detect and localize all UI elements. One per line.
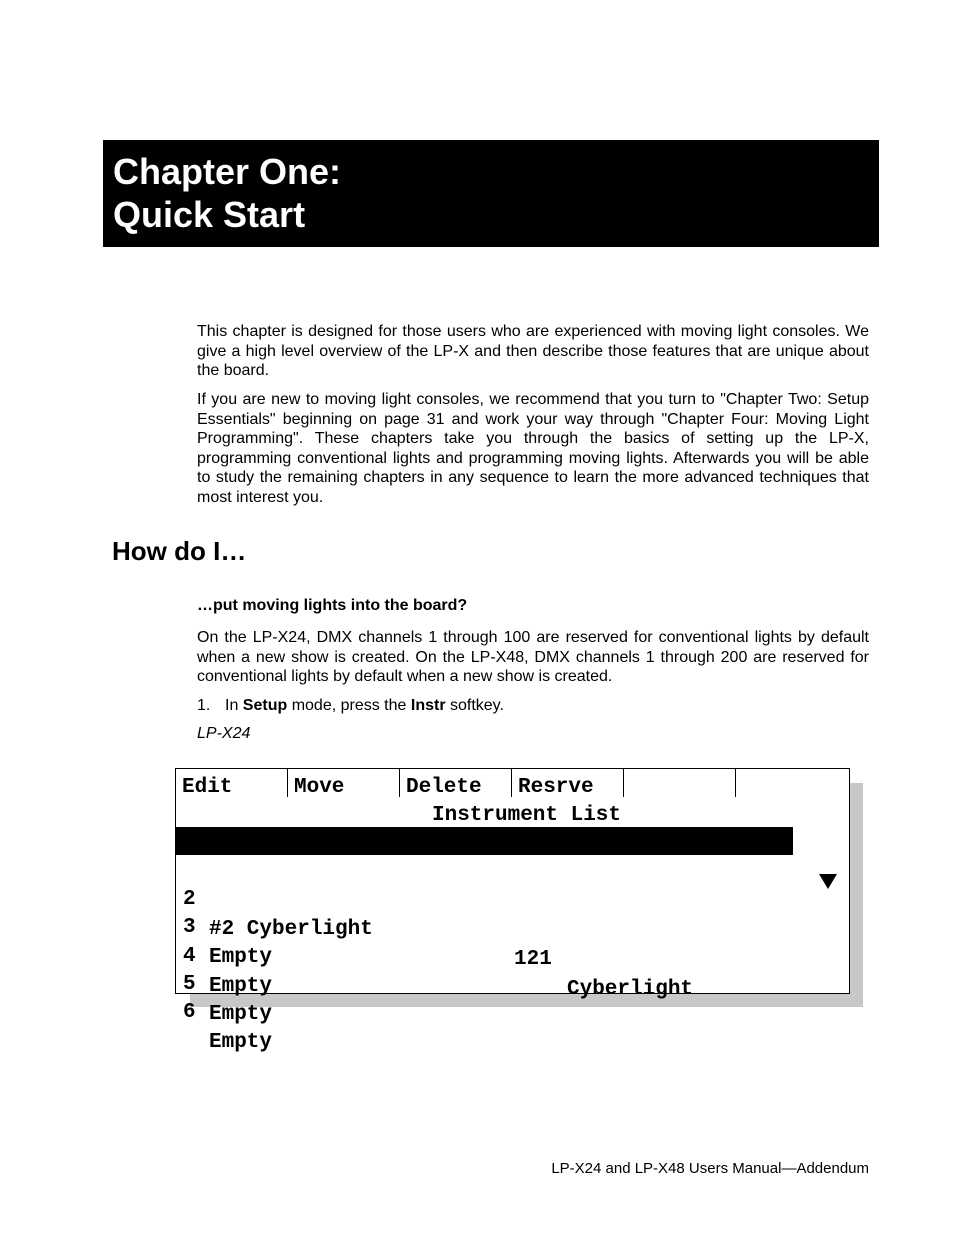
row-name: Empty [209,946,273,969]
page-footer: LP-X24 and LP-X48 Users Manual—Addendum [551,1160,869,1177]
softkey-move[interactable]: Move [288,769,400,797]
row-name: Empty [209,1031,273,1054]
softkey-delete[interactable]: Delete [400,769,512,797]
row-address: 101 [514,920,552,943]
softkey-blank-6[interactable] [736,769,848,797]
dmx-paragraph: On the LP-X24, DMX channels 1 through 100 are reserved for conventional lights by default when a new show is created. On the LP-X48, DMX channels 1 through 200 are reserved for conventional lights by default when a new show is created. [197,629,869,686]
step-number: 1. [197,697,211,714]
step-text-prefix: In [225,697,243,714]
chapter-banner [103,140,879,247]
row-address-name: Cyberlight [567,950,694,973]
row-name: #1 Cyberlight [209,890,373,913]
step-1 [197,697,504,715]
softkey-blank-5[interactable] [624,769,736,797]
step-instr-keyword: Instr [410,697,446,714]
intro-paragraph-1: This chapter is designed for those users who are experienced with moving light consoles. We give a high level overview of the LP-X and then describe those features that are unique about the board. [197,323,869,380]
row-address: 121 [514,948,552,971]
chapter-title: Quick Start [113,194,306,235]
row-index: 5 [183,973,196,996]
row-index: 2 [183,888,196,911]
step-setup-keyword: Setup [242,697,288,714]
row-name: #2 Cyberlight [209,918,373,941]
figure-caption: LP-X24 [197,725,251,742]
softkey-row [176,769,849,797]
subheading-moving-lights: …put moving lights into the board? [197,597,468,614]
instrument-list-screen [175,768,850,1054]
row-index: 3 [183,916,196,939]
softkey-resrve[interactable]: Resrve [512,769,624,797]
how-do-i-heading: How do I… [112,536,247,566]
row-name: Empty [209,975,273,998]
row-index: 1 [183,860,196,883]
row-name: Empty [209,1003,273,1026]
instrument-row[interactable] [176,968,793,1054]
softkey-edit[interactable]: Edit [176,769,288,797]
row-index: 4 [183,945,196,968]
step-text-suffix: softkey. [445,697,504,714]
chapter-number: Chapter One: [113,151,342,192]
intro-paragraph-2: If you are new to moving light consoles, we recommend that you turn to "Chapter Two: Setup Essentials" beginning on page 31 and work your way through "Chapter Four: Moving Light Programming". These chapters take you through the basics of setting up the LP-X, programming conventional lights and programming moving lights. Afterwards you will be able to study the remaining chapters in any sequence to learn the more advanced techniques that most interest you. [197,391,869,506]
screen-title: Instrument List [431,804,622,827]
scroll-down-icon[interactable] [819,874,837,889]
row-index: 6 [183,1001,196,1024]
row-address-name: Cyberlight [567,978,694,1001]
step-text-middle: mode, press the [287,697,411,714]
